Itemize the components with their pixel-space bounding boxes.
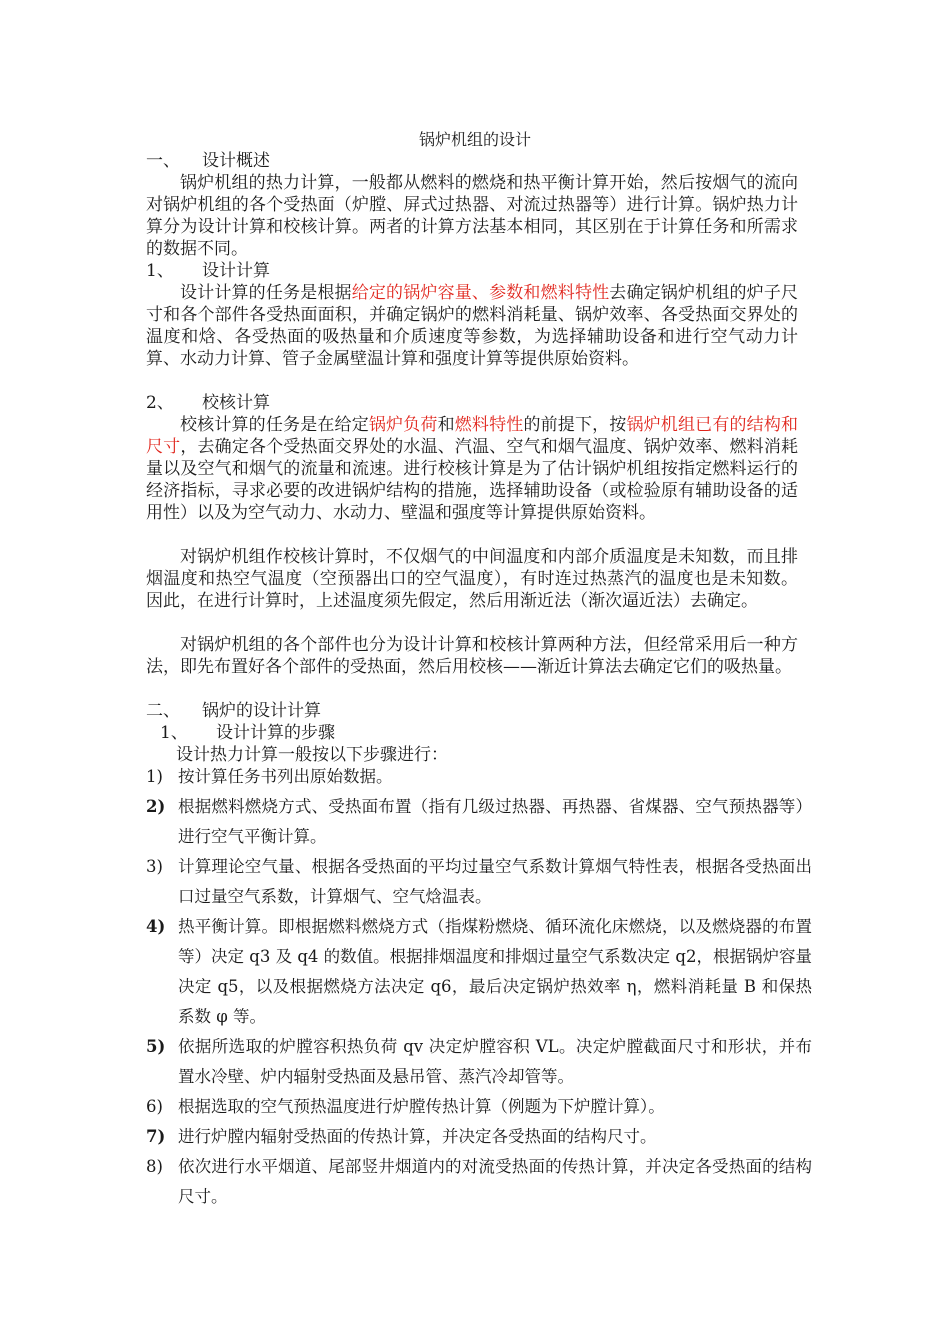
text-run: 设计计算的任务是根据 <box>180 283 352 303</box>
section-heading-2 <box>146 700 321 722</box>
list-item <box>146 1092 812 1122</box>
text-run: 和 <box>437 415 455 435</box>
item-text: 计算理论空气量、根据各受热面的平均过量空气系数计算烟气特性表，根据各受热面出口过量空气系数，计算烟气、空气焓温表。 <box>178 857 812 906</box>
item-text: 热平衡计算。即根据燃料燃烧方式（指煤粉燃烧、循环流化床燃烧，以及燃烧器的布置等）决定 q3 及 q4 的数值。根据排烟温度和排烟过量空气系数决定 q2，根据锅炉容量决定 q5，以及根据燃烧方法决定 q6，最后决定锅炉热效率 η，燃料消耗量 B 和保热系数 φ 等。 <box>178 917 812 1026</box>
item-text: 根据燃料燃烧方式、受热面布置（指有几级过热器、再热器、省煤器、空气预热器等）进行空气平衡计算。 <box>178 797 812 846</box>
list-item <box>146 852 812 912</box>
item-number: 4) <box>146 917 166 936</box>
subsection-label: 设计计算 <box>202 261 270 281</box>
text-run: 的前提下，按 <box>523 415 627 435</box>
subsection-number: 1、 <box>146 261 174 281</box>
item-number: 2) <box>146 797 166 816</box>
list-item <box>146 1032 812 1092</box>
subsection-heading-steps <box>160 722 335 744</box>
steps-list <box>146 762 812 1212</box>
subsection-number: 2、 <box>146 393 174 413</box>
paragraph-check-calc <box>146 414 798 524</box>
item-text: 根据选取的空气预热温度进行炉膛传热计算（例题为下炉膛计算）。 <box>178 1097 665 1116</box>
subsection-label: 设计计算的步骤 <box>216 723 335 743</box>
list-item <box>146 912 812 1032</box>
item-number: 7) <box>146 1127 166 1146</box>
paragraph-overview: 锅炉机组的热力计算，一般都从燃料的燃烧和热平衡计算开始，然后按烟气的流向对锅炉机组的各个受热面（炉膛、屏式过热器、对流过热器等）进行计算。锅炉热力计算分为设计计算和校核计算。两者的计算方法基本相同，其区别在于计算任务和所需求的数据不同。 <box>146 173 798 259</box>
subsection-number: 1、 <box>160 723 188 743</box>
item-text: 依据所选取的炉膛容积热负荷 qv 决定炉膛容积 VL。决定炉膛截面尺寸和形状，并布置水冷壁、炉内辐射受热面及悬吊管、蒸汽冷却管等。 <box>178 1037 812 1086</box>
item-number: 3) <box>146 857 163 876</box>
item-number: 5) <box>146 1037 166 1056</box>
paragraph-design-calc <box>146 282 798 370</box>
item-text: 依次进行水平烟道、尾部竖井烟道内的对流受热面的传热计算，并决定各受热面的结构尺寸。 <box>178 1157 812 1206</box>
section-heading-1 <box>146 150 270 172</box>
list-item <box>146 762 812 792</box>
item-number: 1) <box>146 767 163 786</box>
text-run: 去确定锅炉机组的炉子尺寸和各个部件各受热面面积，并确定锅炉的燃料消耗量、锅炉效率、各受热面交界处的温度和焓、各受热面的吸热量和介质速度等参数，为选择辅助设备和进行空气动力计算、水动力计算、管子金属壁温计算和强度计算等提供原始资料。 <box>146 283 799 369</box>
subsection-heading-design-calc <box>146 260 270 282</box>
list-item <box>146 1152 812 1212</box>
item-text: 进行炉膛内辐射受热面的传热计算，并决定各受热面的结构尺寸。 <box>178 1127 657 1146</box>
subsection-label: 校核计算 <box>202 393 270 413</box>
item-text: 按计算任务书列出原始数据。 <box>178 767 393 786</box>
highlighted-text: 锅炉机组已有的结构和尺寸 <box>146 415 799 457</box>
list-item <box>146 792 812 852</box>
section-label: 锅炉的设计计算 <box>202 701 321 721</box>
document-title: 锅炉机组的设计 <box>418 130 531 149</box>
subsection-heading-check-calc <box>146 392 270 414</box>
section-label: 设计概述 <box>202 151 270 171</box>
item-number: 8) <box>146 1157 163 1176</box>
section-number: 二、 <box>146 701 180 721</box>
highlighted-text: 锅炉负荷 <box>368 415 438 435</box>
list-item <box>146 1122 812 1152</box>
highlighted-text: 燃料特性 <box>454 415 524 435</box>
paragraph-components: 对锅炉机组的各个部件也分为设计计算和校核计算两种方法，但经常采用后一种方法，即先布置好各个部件的受热面，然后用校核——渐近计算法去确定它们的吸热量。 <box>146 635 798 677</box>
text-run: ，去确定各个受热面交界处的水温、汽温、空气和烟气温度、锅炉效率、燃料消耗量以及空气和烟气的流量和流速。进行校核计算是为了估计锅炉机组按指定燃料运行的经济指标，寻求必要的改进锅炉结构的措施，选择辅助设备（或检验原有辅助设备的适用性）以及为空气动力、水动力、壁温和强度等计算提供原始资料。 <box>146 437 799 523</box>
highlighted-text: 给定的锅炉容量、参数和燃料特性 <box>351 283 610 303</box>
text-run: 校核计算的任务是在给定 <box>180 415 369 435</box>
steps-intro: 设计热力计算一般按以下步骤进行： <box>176 745 448 765</box>
section-number: 一、 <box>146 151 180 171</box>
paragraph-check-unknowns: 对锅炉机组作校核计算时，不仅烟气的中间温度和内部介质温度是未知数，而且排烟温度和热空气温度（空预器出口的空气温度），有时连过热蒸汽的温度也是未知数。因此，在进行计算时，上述温度须先假定，然后用渐近法（渐次逼近法）去确定。 <box>146 547 798 611</box>
item-number: 6) <box>146 1097 163 1116</box>
